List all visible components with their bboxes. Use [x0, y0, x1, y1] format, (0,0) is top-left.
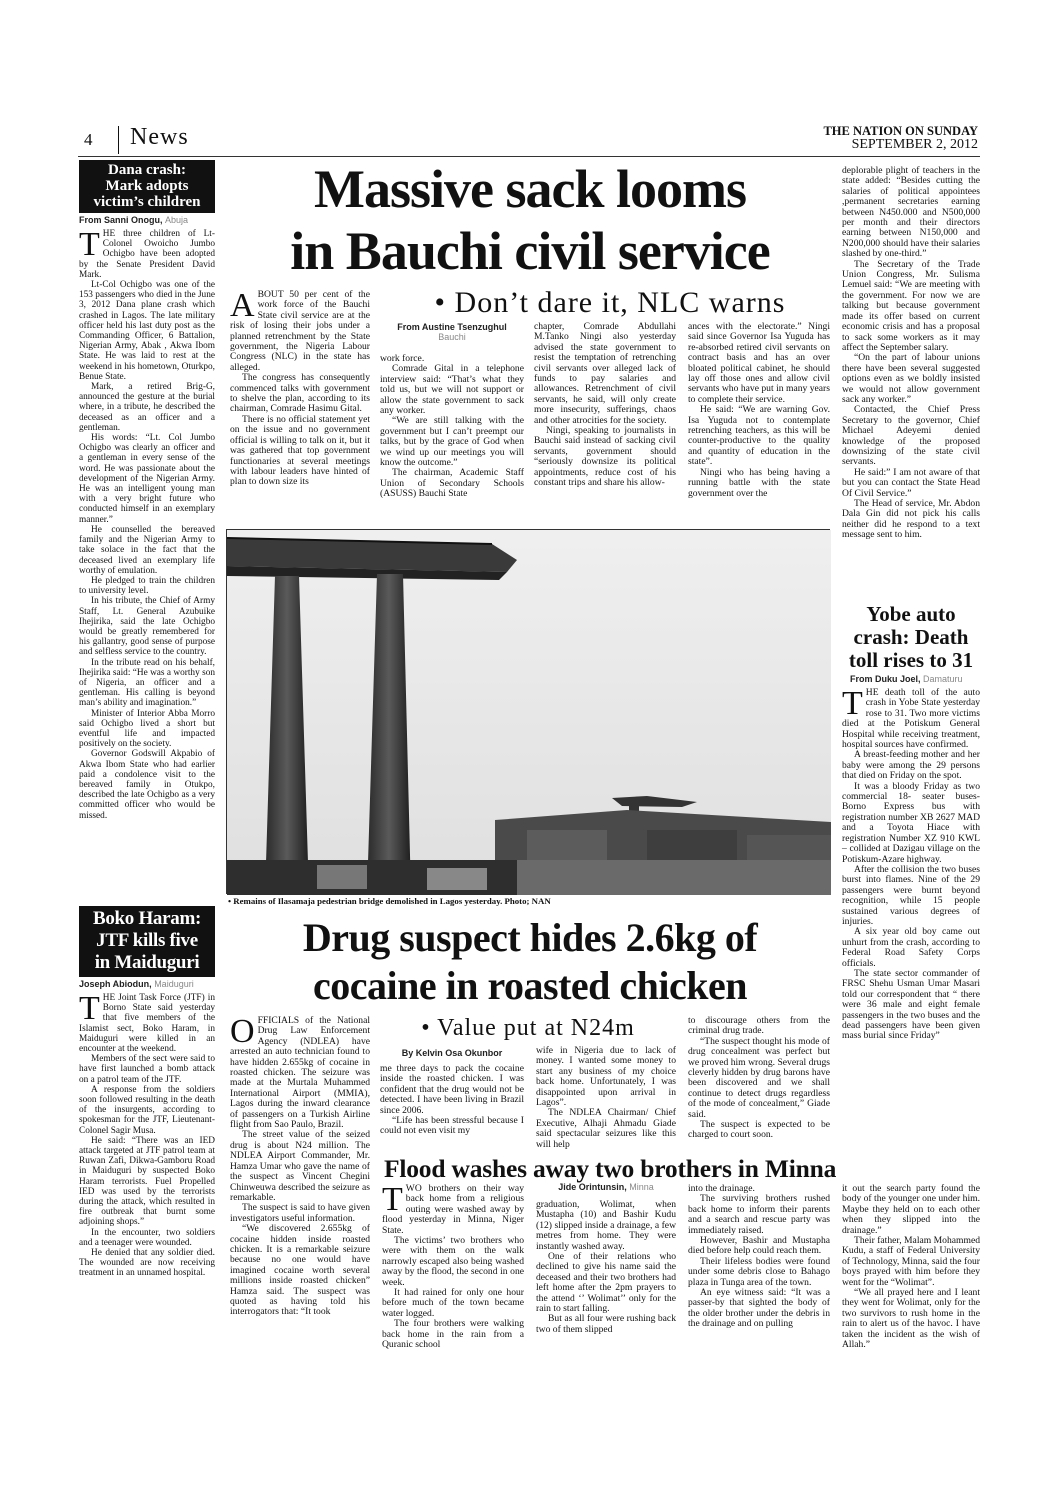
bauchi-col-2 [380, 322, 524, 528]
flood-paragraph: graduation, Wolimat, when Mustapha (10) and Bashir Kudu (12) slipped inside a drainage, a few metres from home. They were instantly washed away. [536, 1199, 676, 1252]
bauchi-paragraph: He said: “We are warning Gov. Isa Yuguda not to contemplate retrenching teachers, as this will be counter-productive to the quality and quantity of education in the state”. [688, 404, 830, 468]
drug-paragraph [230, 1013, 370, 1131]
flood-paragraph: One of their relations who declined to give his name said the deceased and their two brothers had left home after the 2pm prayers to the attend ‘’ Wolimat’’ only for the rain to start falling. [536, 1251, 676, 1315]
bauchi-byline-loc: Bauchi [438, 332, 466, 342]
bauchi-headline-line: in Bauchi civil service [290, 221, 770, 281]
bauchi-col-5 [842, 166, 980, 600]
issue-date: SEPTEMBER 2, 2012 [851, 137, 978, 152]
flood-paragraph: An eye witness said: “It was a passer-by that sighted the body of the older brother under the debris in the drainage and on pulling [688, 1287, 830, 1330]
header-divider [118, 126, 119, 154]
drug-col-3 [536, 1046, 676, 1156]
boko-paragraph [79, 990, 215, 1055]
bauchi-headline-line: Massive sack looms [314, 159, 746, 219]
boko-byline-name: Joseph Abiodun, [79, 979, 152, 989]
flood-paragraph: it out the search party found the body of the younger one under him. Maybe they held on to each other when they slipped into the drainage.” [842, 1183, 980, 1236]
bauchi-paragraph-text: BOUT 50 per cent of the work force of the Bauchi State civil service are at the risk of losing their jobs under a planned retrenchment by the State government, the Nigeria Labour Congress (NLC) in the state has alleged. [230, 289, 370, 373]
bauchi-byline [380, 322, 524, 332]
flood-paragraph: But as all four were rushing back two of them slipped [536, 1313, 676, 1335]
flood-paragraph: The surviving brothers rushed back home to inform their parents and a search and rescue party was immediately raised. [688, 1193, 830, 1236]
boko-byline-loc: Maiduguri [154, 979, 194, 989]
header-rule [78, 156, 980, 157]
boko-headline-line: Boko Haram: [92, 908, 202, 929]
drug-paragraph: The street value of the seized drug is about N24 million. The NDLEA Airport Commander, Mr. Hamza Umar who gave the name of the suspect as Vincent Chegini Chinweuwa described the seizure as remarkable. [230, 1129, 370, 1203]
yobe-paragraph: A breast-feeding mother and her baby were among the 29 persons that died on Friday on the spot. [842, 749, 980, 782]
dana-paragraph: He pledged to train the children to university level. [79, 575, 215, 597]
dana-dropcap: T [79, 226, 100, 263]
yobe-byline-name: From Duku Joel, [850, 674, 921, 684]
bauchi-paragraph: The chairman, Academic Staff Union of Secondary Schools (ASUSS) Bauchi State [380, 467, 524, 500]
bauchi-paragraph: “We are still talking with the government but I can’t preempt our talks, but by the grace of God when we wind up our meetings you will know the outcome.” [380, 415, 524, 469]
dana-paragraph: His words: “Lt. Col Jumbo Ochigbo was clearly an officer and a gentleman in every sense of the word. He was passionate about the development of the Nigerian Army. He was an intelligent young man with a very bright future who conducted himself in an exemplary manner.” [79, 433, 215, 525]
yobe-body [842, 685, 980, 1042]
bridge-photo-image [227, 530, 831, 895]
drug-subhead: • Value put at N24m [421, 1015, 635, 1041]
yobe-headline-line: Yobe auto [866, 602, 956, 626]
flood-headline: Flood washes away two brothers in Minna [384, 1154, 837, 1183]
bauchi-paragraph: Ningi, speaking to journalists in Bauchi said instead of sacking civil servants, government should “seriously downsize its political appointments, reduce cost of his constant trips and share his allow- [534, 425, 676, 489]
bauchi-paragraph: chapter, Comrade Abdullahi M.Tanko Ningi also yesterday advised the state government to resist the temptation of retrenching civil servants over alleged lack of funds to pay salaries and allowances. Retrenchment of civil servants, he said, will only create more insecurity, sufferings, chaos and other atrocities for the society. [534, 321, 676, 426]
bauchi-paragraph: He said:” I am not aware of that but you can contact the State Head Of Civil Service.” [842, 466, 980, 499]
drug-paragraph: The NDLEA Chairman/ Chief Executive, Alhaji Ahmadu Giade said spectacular seizures like this will help [536, 1107, 676, 1150]
drug-paragraph: “The suspect thought his mode of drug concealment was perfect but we proved him wrong. Several drugs cleverly hidden by drug barons have been discovered and we shall continue to detect drugs regardless of the mode of concealment,” Giade said. [688, 1035, 830, 1120]
bauchi-col-4 [688, 322, 830, 528]
bauchi-paragraph: The congress has consequently commenced talks with government to shelve the plan, according to its chairman, Comrade Hasimu Gital. [230, 372, 370, 415]
flood-byline-loc: Minna [629, 1182, 654, 1192]
dana-paragraph: Mark, a retired Brig-G, announced the gesture at the burial where, in a tribute, he described the deceased as an officer and a gentleman. [79, 382, 215, 433]
boko-dropcap: T [79, 990, 100, 1027]
yobe-headline-line: toll rises to 31 [848, 648, 974, 672]
bauchi-paragraph: The Head of service, Mr. Abdon Dala Gin did not pick his calls neither did he respond to a text message sent to him. [842, 498, 980, 541]
drug-paragraph: to discourage others from the criminal drug trade. [688, 1015, 830, 1037]
section-title: News [130, 124, 189, 150]
flood-paragraph: However, Bashir and Mustapha died before help could reach them. [688, 1235, 830, 1257]
bauchi-paragraph: “On the part of labour unions there have been several suggested options even as we boldly insisted we would not allow government sack any worker.” [842, 352, 980, 405]
boko-paragraph: Members of the sect were said to have first launched a bomb attack on a patrol team of the JTF. [79, 1054, 215, 1085]
bauchi-byline-location [380, 332, 524, 342]
flood-paragraph [382, 1181, 524, 1236]
dana-byline-loc: Abuja [165, 215, 189, 225]
drug-paragraph: “We discovered 2.655kg of cocaine hidden inside roasted chicken. It is a remarkable seizure because no one would have imagined cocaine worth several millions inside roasted chicken” Hamza said. The suspect was quoted as having told his interrogators that: “It took [230, 1223, 370, 1318]
bauchi-col-1 [230, 287, 370, 528]
drug-col-2 [380, 1048, 524, 1170]
page-number: 4 [84, 130, 93, 149]
dana-byline-name: From Sanni Onogu, [79, 215, 163, 225]
flood-paragraph: The four brothers were walking back home in the rain from a Quranic school [382, 1318, 524, 1351]
boko-story [79, 906, 215, 1279]
drug-byline: By Kelvin Osa Okunbor [401, 1048, 503, 1058]
yobe-paragraph: It was a bloody Friday as two commercial 18- seater buses- Borno Express bus with registration number XB 2627 MAD and a Toyota Hiace with registration Number XZ 910 KWL – collided at Dazigau village on the Potiskum-Azare highway. [842, 780, 980, 865]
bauchi-paragraph: Ningi who has being having a running battle with the state government over the [688, 466, 830, 499]
drug-headline-line: Drug suspect hides 2.6kg of [302, 915, 758, 960]
flood-col-2-text [536, 1200, 676, 1344]
yobe-paragraph: A six year old boy came out unhurt from the crash, according to Federal Road Safety Corps officials. [842, 926, 980, 969]
dana-paragraph [79, 226, 215, 280]
flood-byline [536, 1182, 676, 1192]
dana-headline [79, 160, 215, 213]
boko-paragraph: A response from the soldiers soon followed resulting in the death of the insurgents, according to spokesman for the JTF, Lieutenant-Colonel Sagir Musa. [79, 1084, 215, 1136]
flood-col-1 [382, 1181, 524, 1351]
dana-paragraph-text: HE three children of Lt-Colonel Owoicho Jumbo Ochigbo have been adopted by the Senate President David Mark. [79, 229, 215, 280]
dana-byline [79, 215, 215, 225]
drug-headline-line: cocaine in roasted chicken [312, 963, 747, 1008]
dana-paragraph: Governor Godswill Akpabio of Akwa Ibom State who had earlier paid a condolence visit to the bereaved family in Otukpo, described the late Ochigbo as a very committed officer who would be missed. [79, 749, 215, 821]
boko-paragraph-text: HE Joint Task Force (JTF) in Borno State said yesterday that five members of the Islamist sect, Boko Haram, in Maiduguri were killed in an encounter at the weekend. [79, 993, 215, 1055]
dana-headline-line: Dana crash: [108, 162, 186, 178]
yobe-paragraph-text: HE death toll of the auto crash in Yobe State yesterday rose to 31. Two more victims died at the Potiskum General Hospital while receiving treatment, hospital sources have confirmed. [842, 687, 980, 751]
dana-body [79, 226, 215, 821]
dana-story [79, 160, 215, 821]
dana-paragraph: In the tribute read on his behalf, Ihejirika said: “He was a worthy son of Nigeria, an officer and a gentleman. His calling is beyond man’s ability and imagination.” [79, 657, 215, 709]
page-header [78, 124, 980, 156]
bauchi-paragraph: ances with the electorate.” Ningi said since Governor Isa Yuguda has re-absorbed retired civil servants on contract basis and has an over bloated political cabinet, he should lay off those ones and allow civil servants who have put in many years to complete their service. [688, 321, 830, 405]
yobe-paragraph: After the collision the two buses burst into flames. Nine of the 29 passengers were burnt beyond recognition, while 15 people sustained various degrees of injuries. [842, 863, 980, 927]
bauchi-paragraph: deplorable plight of teachers in the state added: “Besides cutting the salaries of political appointees ,permanent secretaries earning between N450.000 and N500,000 per month and their directors earning between N150,000 and N200,000 should have their salaries slashed by one-third.” [842, 165, 980, 260]
dana-headline-line: Mark adopts [105, 178, 189, 194]
flood-byline-name: Jide Orintunsin, [558, 1182, 627, 1192]
boko-paragraph: He denied that any soldier died. The wounded are now receiving treatment in an unnamed hospital. [79, 1248, 215, 1279]
drug-paragraph: The suspect is expected to be charged to court soon. [688, 1119, 830, 1141]
dana-paragraph: He counselled the bereaved family and the Nigerian Army to take solace in the fact that the deceased lived an exemplary life worthy of emulation. [79, 524, 215, 576]
boko-headline [79, 906, 215, 977]
yobe-byline [850, 674, 980, 684]
yobe-byline-loc: Damaturu [923, 674, 963, 684]
drug-paragraph: wife in Nigeria due to lack of money. I wanted some money to start any business of my choice back home. Unfortunately, I was disappointed upon arrival in Lagos”. [536, 1045, 676, 1109]
photo-caption: • Remains of Ilasamaja pedestrian bridge demolished in Lagos yesterday. Photo; NAN [228, 896, 551, 906]
drug-headline [224, 914, 836, 1010]
bauchi-paragraph: Contacted, the Chief Press Secretary to the governor, Chief Michael Adeyemi denied knowledge of the proposed downsizing of the state civil servants. [842, 404, 980, 468]
bauchi-dropcap: A [230, 287, 255, 324]
boko-paragraph: In the encounter, two soldiers and a teenager were wounded. [79, 1227, 215, 1248]
flood-paragraph: into the drainage. [688, 1183, 755, 1194]
boko-body [79, 990, 215, 1279]
yobe-dropcap: T [842, 685, 863, 722]
bauchi-col-3 [534, 322, 676, 528]
dana-paragraph: Lt-Col Ochigbo was one of the 153 passengers who died in the June 3, 2012 Dana plane crash which crashed in Lagos. The late military officer held his last duty post as the Commanding Officer, 6 Battalion, Nigerian Army, Abak , Akwa Ibom State. He was laid to rest at the weekend in his hometown, Oturkpo, Benue State. [79, 280, 215, 382]
yobe-headline-line: crash: Death [853, 625, 969, 649]
bauchi-col-2-text [380, 354, 524, 500]
drug-paragraph-text: FFICIALS of the National Drug Law Enforcement Agency (NDLEA) have arrested an auto technician found to have hidden 2.655kg of cocaine in roasted chicken. The seizure was made at the Murtala Muhammed International Airport (MMIA), Lagos during the inward clearance of passengers on a Turkish Airline flight from Sao Paulo, Brazil. [230, 1015, 370, 1131]
flood-paragraph: It had rained for only one hour before much of the town became water logged. [382, 1287, 524, 1319]
flood-col-3 [688, 1184, 830, 1344]
yobe-story [842, 603, 980, 1042]
boko-headline-line: JTF kills five [96, 930, 198, 951]
drug-paragraph: me three days to pack the cocaine inside the roasted chicken. I was confident that the drug would not be detected. I have been living in Brazil since 2006. [380, 1063, 524, 1116]
flood-paragraph-text: WO brothers on their way back home from a religious outing were washed away by flood yesterday in Minna, Niger State. [382, 1183, 524, 1236]
drug-dropcap: O [230, 1013, 255, 1050]
flood-col-2 [536, 1182, 676, 1344]
flood-paragraph: The victims’ two brothers who were with them on the walk narrowly escaped also being washed away by the flood, the second in one week. [382, 1235, 524, 1288]
paper-name: THE NATION ON SUNDAY [823, 124, 978, 138]
boko-byline [79, 979, 215, 989]
bauchi-paragraph: work force. [380, 353, 425, 364]
bauchi-paragraph: Comrade Gital in a telephone interview said: “That’s what they told us, but we will not support or allow the state government to sack any worker. [380, 363, 524, 417]
bauchi-paragraph [230, 287, 370, 373]
yobe-paragraph: The state sector commander of FRSC Shehu Usman Umar Masari told our correspondent that “ there were 36 male and eight female passengers in the two buses and the dead passengers have been given mass burial since Friday” [842, 967, 980, 1042]
bauchi-paragraph: The Secretary of the Trade Union Congress, Mr. Sulisma Lemuel said: “We are meeting with the government. For now we are talking but because government made its offer based on current economic crisis and has a proposal to sack some workers as it may affect the September salary. [842, 258, 980, 353]
flood-paragraph: Their father, Malam Mohammed Kudu, a staff of Federal University of Technology, Minna, said the four boys prayed with him before they went for the “Wolimat”. [842, 1235, 980, 1288]
flood-dropcap: T [382, 1181, 403, 1218]
yobe-headline [842, 603, 980, 672]
drug-col-1 [230, 1013, 370, 1318]
bauchi-byline-name: From Austine Tsenzughul [397, 322, 507, 332]
dana-paragraph: Minister of Interior Abba Morro said Ochigbo lived a short but eventful life and impacted positively on the society. [79, 708, 215, 750]
bauchi-subhead: • Don’t dare it, NLC warns [434, 286, 786, 319]
flood-paragraph: “We all prayed here and I leant they went for Wolimat, only for the two survivors to rush home in the rain to alert us of the havoc. I have taken the incident as the wish of Allah.” [842, 1287, 980, 1351]
dana-headline-line: victim’s children [93, 194, 201, 210]
flood-col-4 [842, 1183, 980, 1351]
dana-paragraph: In his tribute, the Chief of Army Staff, Lt. General Azubuike Ihejirika, said the late Ochigbo would be greatly remembered for his gallantry, good sense of purpose and selfless service to the country. [79, 596, 215, 658]
drug-paragraph: The suspect is said to have given investigators useful information. [230, 1202, 370, 1224]
yobe-paragraph [842, 685, 980, 751]
bridge-photo [226, 529, 830, 894]
drug-paragraph: “Life has been stressful because I could not even visit my [380, 1115, 524, 1137]
flood-paragraph: Their lifeless bodies were found under some debris close to Bahago plaza in Tunga area of the town. [688, 1255, 830, 1288]
boko-paragraph: He said: “There was an IED attack targeted at JTF patrol team at Ruwan Zafi, Dikwa-Gamboru Road in Maiduguri by suspected Boko Haram terrorists. Fuel Propelled IED was used by the terrorists during the attack, which resulted in fire outbreak that burnt some adjoining shops.” [79, 1135, 215, 1228]
boko-headline-line: in Maiduguri [94, 952, 200, 973]
bauchi-headline [224, 158, 836, 282]
bauchi-paragraph: There is no official statement yet on the issue and no government official is willing to talk on it, but it was gathered that top government functionaries at several meetings with labour leaders have hinted of plan to down size its [230, 413, 370, 488]
drug-col-4 [688, 1016, 830, 1158]
